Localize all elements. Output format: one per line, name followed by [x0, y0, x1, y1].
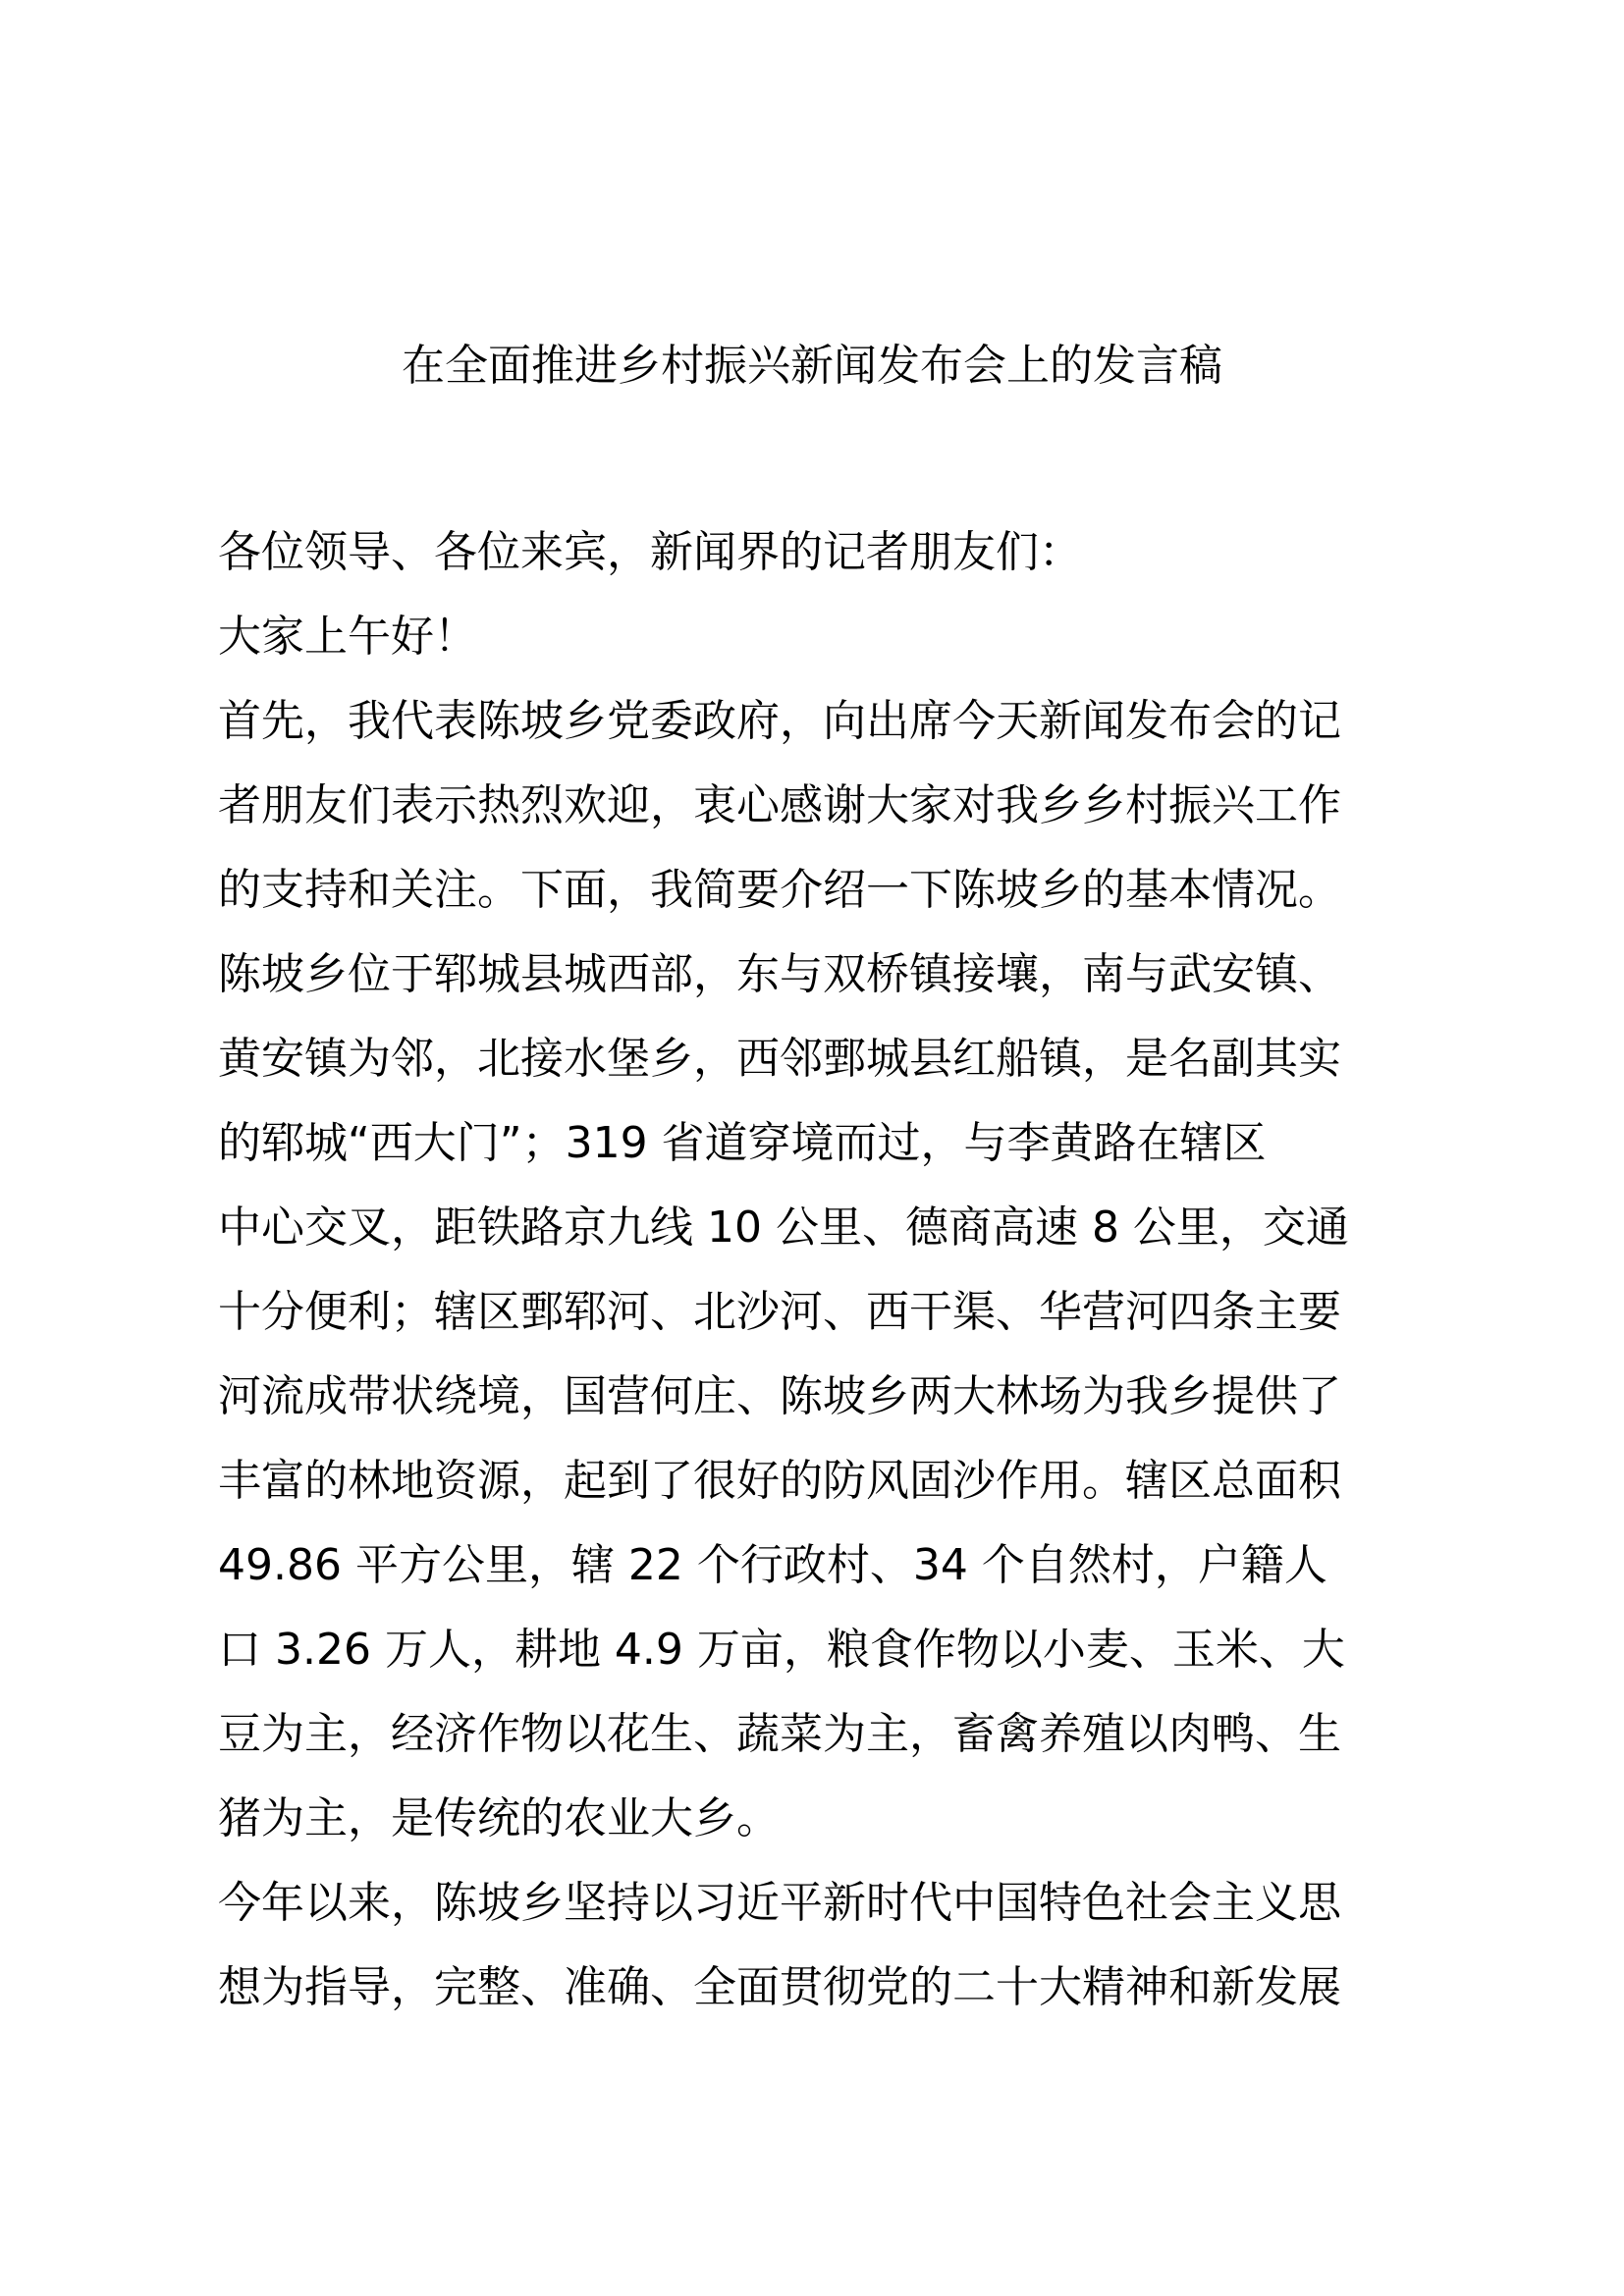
body-line: 河流成带状绕境，国营何庄、陈坡乡两大林场为我乡提供了 — [218, 1371, 1341, 1421]
body-line: 想为指导，完整、准确、全面贯彻党的二十大精神和新发展 — [218, 1962, 1341, 2012]
body-line: 陈坡乡位于郓城县城西部，东与双桥镇接壤，南与武安镇、 — [218, 949, 1341, 999]
document-title: 在全面推进乡村振兴新闻发布会上的发言稿 — [402, 341, 1222, 391]
body-line: 豆为主，经济作物以花生、蔬菜为主，畜禽养殖以肉鸭、生 — [218, 1709, 1341, 1759]
body-line: 猪为主，是传统的农业大乡。 — [218, 1793, 780, 1843]
body-line: 各位领导、各位来宾，新闻界的记者朋友们： — [218, 527, 1082, 577]
document-body — [218, 510, 1445, 2030]
body-line: 黄安镇为邻，北接水堡乡，西邻鄄城县红船镇，是名副其实 — [218, 1034, 1341, 1084]
body-line: 中心交叉，距铁路京九线 10 公里、德商高速 8 公里，交通 — [218, 1202, 1349, 1253]
body-line: 大家上午好！ — [218, 612, 477, 662]
body-line: 者朋友们表示热烈欢迎，衷心感谢大家对我乡乡村振兴工作 — [218, 780, 1341, 830]
body-line: 丰富的林地资源，起到了很好的防风固沙作用。辖区总面积 — [218, 1456, 1341, 1506]
body-line: 今年以来，陈坡乡坚持以习近平新时代中国特色社会主义思 — [218, 1878, 1341, 1928]
body-line: 首先，我代表陈坡乡党委政府，向出席今天新闻发布会的记 — [218, 696, 1341, 746]
body-line: 49.86 平方公里，辖 22 个行政村、34 个自然村，户籍人 — [218, 1540, 1327, 1590]
body-line: 的支持和关注。下面，我简要介绍一下陈坡乡的基本情况。 — [218, 865, 1341, 915]
body-line: 口 3.26 万人，耕地 4.9 万亩，粮食作物以小麦、玉米、大 — [218, 1625, 1345, 1675]
body-line: 十分便利；辖区鄄郓河、北沙河、西干渠、华营河四条主要 — [218, 1287, 1341, 1337]
body-line: 的郓城“西大门”；319 省道穿境而过，与李黄路在辖区 — [218, 1118, 1267, 1168]
